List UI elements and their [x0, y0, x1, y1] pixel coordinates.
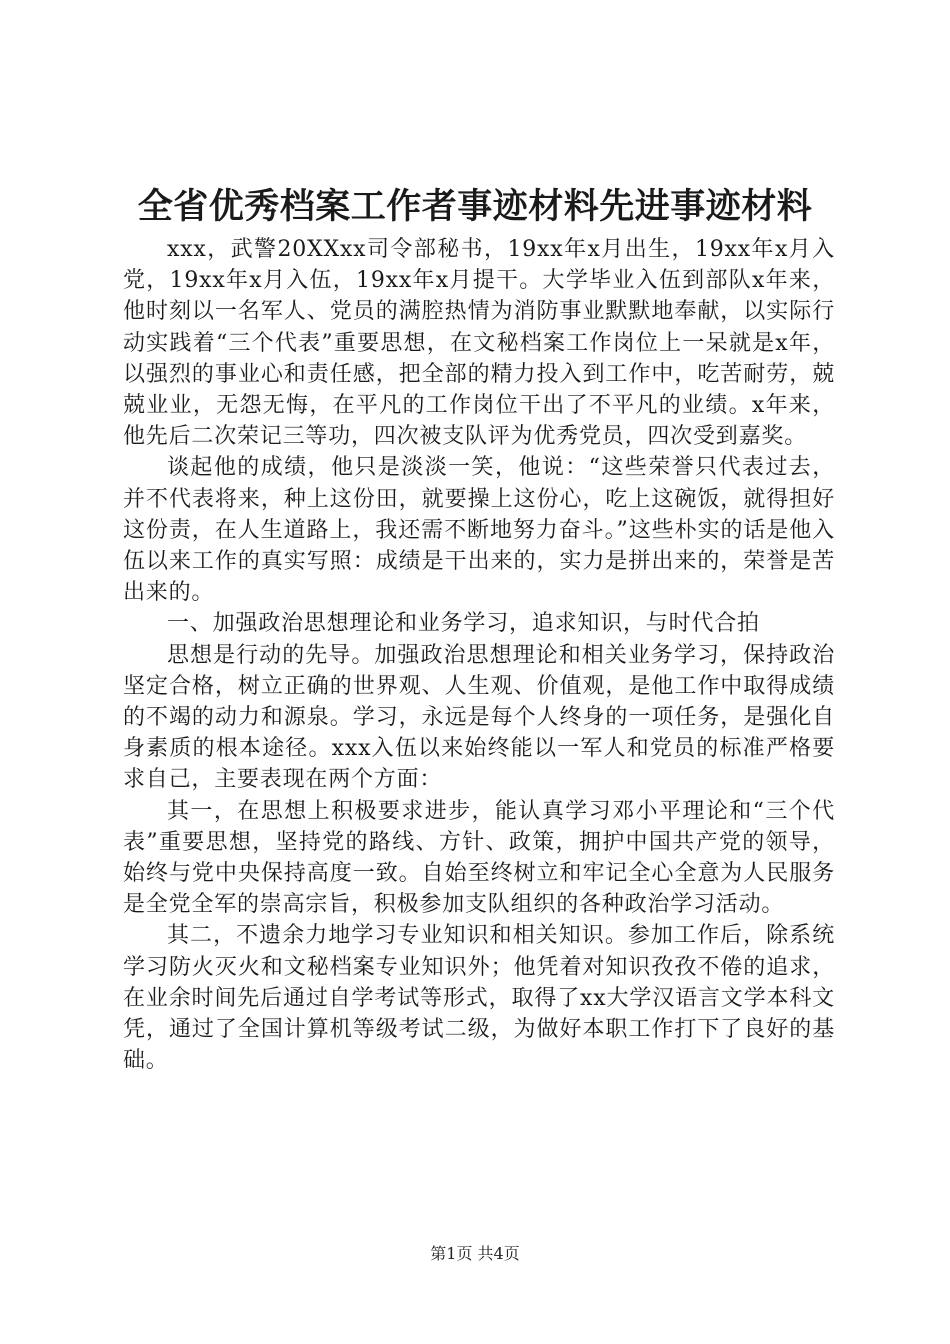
paragraph-thought: 思想是行动的先导。加强政治思想理论和相关业务学习，保持政治坚定合格，树立正确的世界观、人生观、价值观，是他工作中取得成绩的不竭的动力和源泉。学习，永远是每个人终身的一项任务，是强化自身素质的根本途径。xxx入伍以来始终能以一军人和党员的标准严格要求自己，主要表现在两个方面： [123, 642, 835, 793]
paragraph-point-1: 其一，在思想上积极要求进步，能认真学习邓小平理论和“三个代表”重要思想，坚持党的路线、方针、政策，拥护中国共产党的领导，始终与党中央保持高度一致。自始至终树立和牢记全心全意为人民服务是全党全军的崇高宗旨，积极参加支队组织的各种政治学习活动。 [123, 798, 835, 918]
paragraph-achievements: 谈起他的成绩，他只是淡淡一笑，他说：“这些荣誉只代表过去，并不代表将来，种上这份田，就要操上这份心，吃上这碗饭，就得担好这份责，在人生道路上，我还需不断地努力奋斗。”这些朴实的话是他入伍以来工作的真实写照：成绩是干出来的，实力是拼出来的，荣誉是苦出来的。 [123, 455, 835, 606]
document-body [123, 234, 835, 1076]
section-heading-1: 一、加强政治思想理论和业务学习，追求知识，与时代合拍 [167, 611, 760, 637]
paragraph-intro: xxx，武警20XXxx司令部秘书，19xx年x月出生，19xx年x月入党，19xx年x月入伍，19xx年x月提干。大学毕业入伍到部队x年来，他时刻以一名军人、党员的满腔热情为消防事业默默地奉献，以实际行动实践着“三个代表”重要思想，在文秘档案工作岗位上一呆就是x年，以强烈的事业心和责任感，把全部的精力投入到工作中，吃苦耐劳，兢兢业业，无怨无悔，在平凡的工作岗位干出了不平凡的业绩。x年来，他先后二次荣记三等功，四次被支队评为优秀党员，四次受到嘉奖。 [123, 237, 835, 450]
page-footer: 第1页 共4页 [430, 1244, 520, 1263]
paragraph-point-2: 其二，不遗余力地学习专业知识和相关知识。参加工作后，除系统学习防火灭火和文秘档案专业知识外；他凭着对知识孜孜不倦的追求，在业余时间先后通过自学考试等形式，取得了xx大学汉语言文学本科文凭，通过了全国计算机等级考试二级，为做好本职工作打下了良好的基础。 [123, 923, 835, 1074]
document-title: 全省优秀档案工作者事迹材料先进事迹材料 [137, 186, 813, 227]
